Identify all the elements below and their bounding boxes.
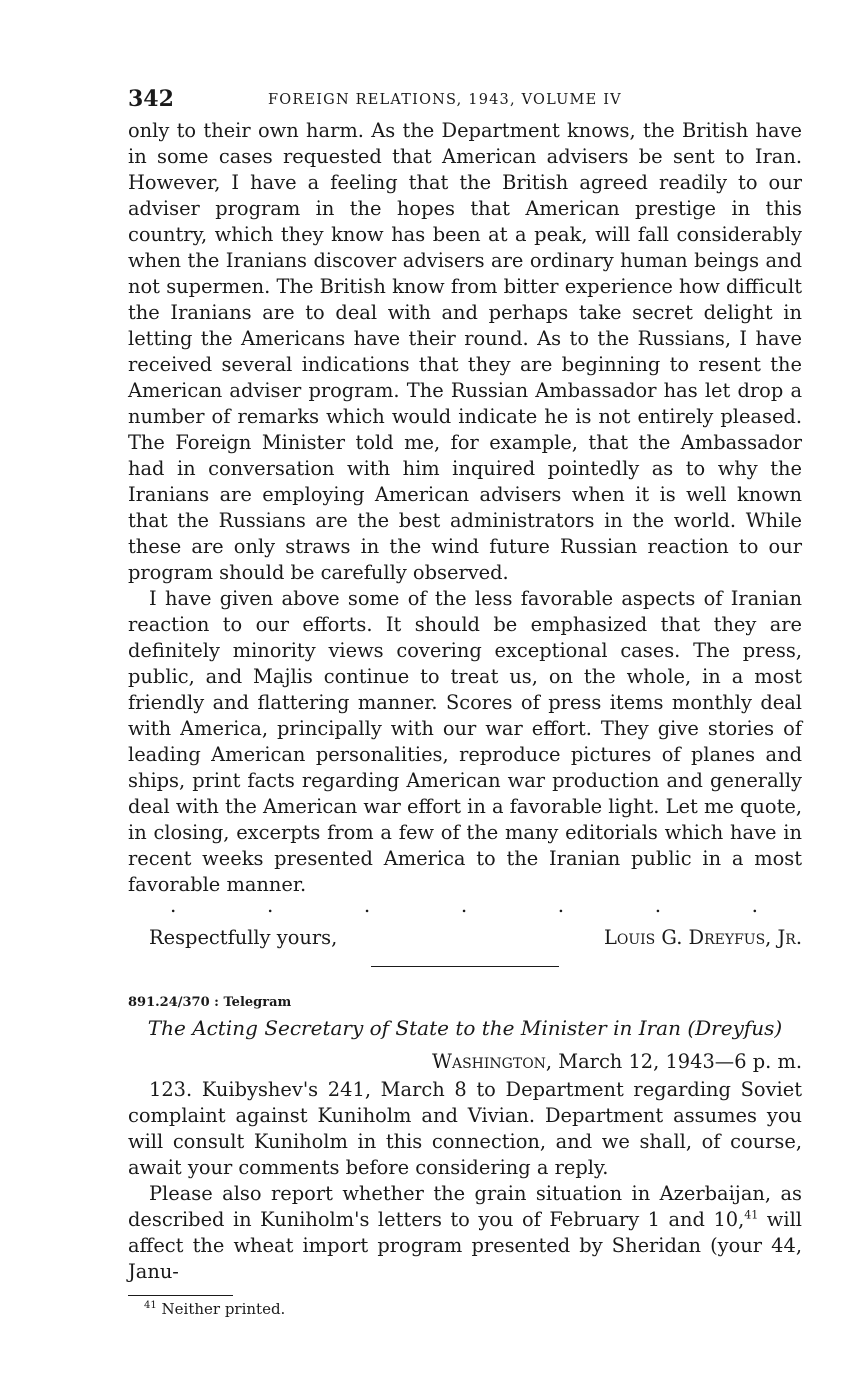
- footnote: [128, 1300, 802, 1318]
- signature: Louis G. Dreyfus, Jr.: [603, 926, 802, 949]
- telegram-paragraph-1: 123. Kuibyshev's 241, March 8 to Department regarding Soviet complaint against Kuniholm and Vivian. Department assumes you will consult Kuniholm in this connection, and we shall, of course, await your comments before considering a reply.: [128, 1078, 802, 1179]
- footnote-number: 41: [144, 1300, 157, 1311]
- document-title: The Acting Secretary of State to the Minister in Iran (Dreyfus): [147, 1016, 783, 1040]
- letter-paragraph-2: I have given above some of the less favorable aspects of Iranian reaction to our efforts. It should be emphasized that they are definitely minority views covering exceptional cases. The press, public, and Majlis continue to treat us, on the whole, in a most friendly and flattering manner. Scores of press items monthly deal with America, principally with our war effort. They give stories of leading American personalities, reproduce pictures of planes and ships, print facts regarding American war production and generally deal with the American war effort in a favorable light. Let me quote, in closing, excerpts from a few of the many editorials which have in recent weeks presented America to the Iranian public in a most favorable manner.: [128, 587, 802, 896]
- dateline-date: March 12, 1943—6 p. m.: [558, 1050, 802, 1073]
- document-page: [128, 86, 802, 1318]
- letter-signoff: [128, 922, 802, 958]
- omission-dots: . . . . . . .: [170, 893, 758, 917]
- telegram-paragraph-2: [128, 1181, 802, 1285]
- footnote-reference: 41: [744, 1208, 759, 1222]
- file-reference: 891.24/370 : Telegram: [128, 995, 292, 1010]
- letter-paragraph-1: only to their own harm. As the Department knows, the British have in some cases requested that American advisers be sent to Iran. However, I have a feeling that the British agreed readily to our adviser program in the hopes that American prestige in this country, which they know has been at a peak, will fall considerably when the Iranians discover advisers are ordinary human beings and not supermen. The British know from bitter experience how difficult the Iranians are to deal with and perhaps take secret delight in letting the Americans have their round. As to the Russians, I have received several indications that they are beginning to resent the American adviser program. The Russian Ambassador has let drop a number of remarks which would indicate he is not entirely pleased. The Foreign Minister told me, for example, that the Ambassador had in conversation with him inquired pointedly as to why the Iranians are employing American advisers when it is well known that the Russians are the best administrators in the world. While these are only straws in the wind future Russian reaction to our program should be carefully observed.: [128, 119, 802, 584]
- page-number: 342: [128, 86, 174, 112]
- running-title: FOREIGN RELATIONS, 1943, VOLUME IV: [268, 92, 622, 108]
- dateline-place: Washington,: [432, 1050, 553, 1073]
- telegram-paragraph-2-continued: will affect the wheat import program presented by Sheridan (your 44, Janu-: [128, 1208, 802, 1283]
- footnote-divider: [128, 1295, 233, 1296]
- dateline: [128, 1050, 802, 1073]
- page-header: [128, 86, 802, 118]
- telegram-paragraph-2-text: Please also report whether the grain situation in Azerbaijan, as described in Kuniholm's letters to you of February 1 and 10,: [128, 1182, 802, 1231]
- section-divider: [371, 966, 559, 967]
- closing-phrase: Respectfully yours,: [149, 926, 338, 949]
- footnote-text: Neither printed.: [161, 1300, 286, 1318]
